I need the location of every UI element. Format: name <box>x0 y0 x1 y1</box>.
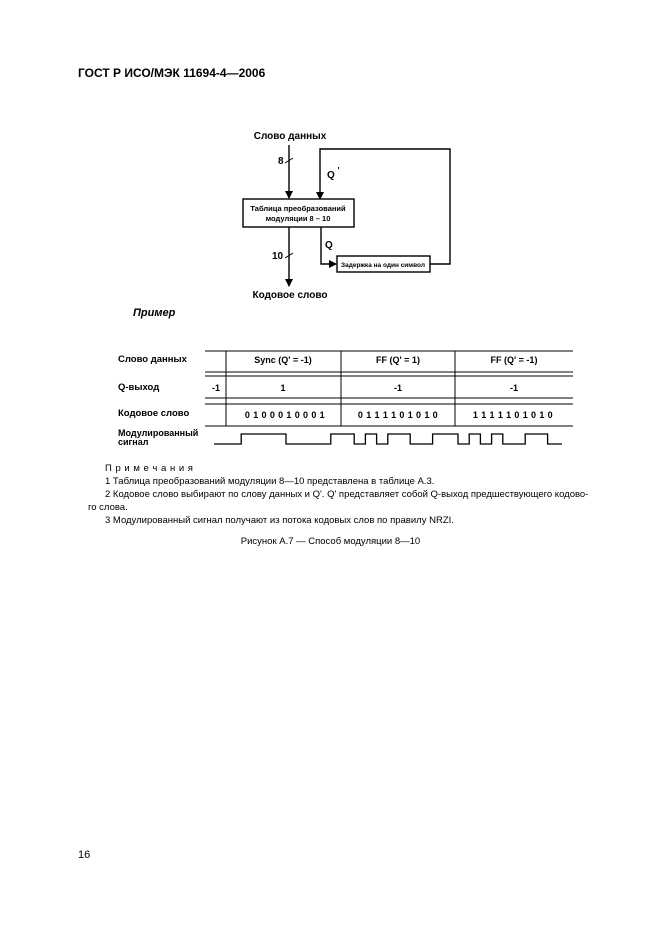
document-header: ГОСТ Р ИСО/МЭК 11694-4—2006 <box>78 66 266 80</box>
row-label-signal-1: Модулированный <box>118 428 199 438</box>
notes-heading: П р и м е ч а н и я <box>105 463 194 474</box>
feedback-prime: ' <box>337 166 340 175</box>
note-2a: 2 Кодовое слово выбирают по слову данных и Q'. Q' представляет собой Q-выход предшествующего кодово- <box>105 489 589 500</box>
note-3: 3 Модулированный сигнал получают из потока кодовых слов по правилу NRZI. <box>105 515 454 526</box>
input-label: Слово данных <box>253 131 327 142</box>
code-cell-2: 0 1 1 1 1 0 1 0 1 0 <box>357 410 439 420</box>
data-cell-ff-1: FF (Q' = 1) <box>376 355 420 365</box>
conversion-table-label-2: модуляции 8 – 10 <box>265 214 331 223</box>
row-label-data-word: Слово данных <box>118 354 187 365</box>
figure-caption: Рисунок А.7 — Способ модуляции 8—10 <box>240 536 421 547</box>
code-cell-1: 0 1 0 0 0 1 0 0 0 1 <box>244 410 326 420</box>
feedback-q: Q <box>327 170 335 181</box>
note-2b: го слова. <box>88 502 128 513</box>
q-initial-cell: -1 <box>211 383 221 393</box>
page-number: 16 <box>78 849 91 861</box>
q-cell-3: -1 <box>509 383 519 393</box>
q-cell-2: -1 <box>393 383 403 393</box>
modulated-signal-waveform <box>214 434 562 444</box>
data-cell-sync: Sync (Q' = -1) <box>254 355 312 365</box>
example-title: Пример <box>133 307 176 319</box>
conversion-table-label-1: Таблица преобразований <box>250 204 346 213</box>
q-label: Q <box>325 240 333 251</box>
q-cell-1: 1 <box>280 383 286 393</box>
row-label-code-word: Кодовое слово <box>118 408 190 419</box>
output-label: Кодовое слово <box>252 290 328 301</box>
input-width-label: 8 <box>278 156 284 167</box>
row-label-signal-2: сигнал <box>118 437 149 447</box>
note-1: 1 Таблица преобразований модуляции 8—10 представлена в таблице А.3. <box>105 476 435 487</box>
output-width-label: 10 <box>272 251 284 262</box>
code-cell-3: 1 1 1 1 1 0 1 0 1 0 <box>472 410 554 420</box>
data-cell-ff-2: FF (Q' = -1) <box>490 355 538 365</box>
row-label-q-output: Q-выход <box>118 382 160 393</box>
feedback-label <box>327 166 340 181</box>
delay-box-label: Задержка на один символ <box>341 262 425 269</box>
